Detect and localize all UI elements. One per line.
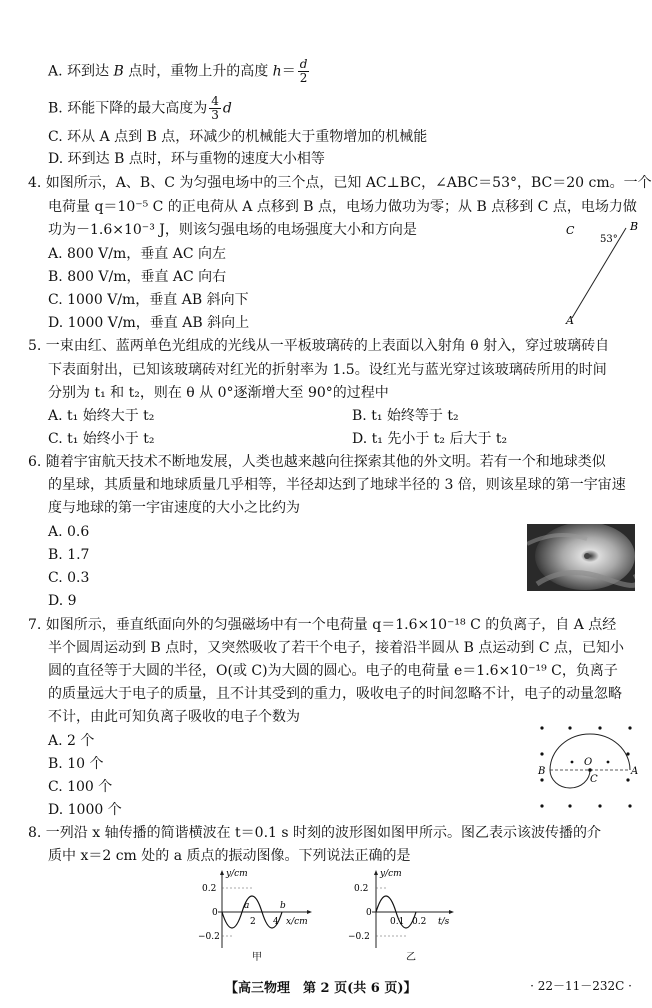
jia-origin: 0 (212, 908, 218, 918)
q3-a-text-1: A. 环到达 (48, 63, 114, 80)
q3-a-den: 2 (299, 71, 308, 85)
q4-stem-2: 电荷量 q＝10⁻⁵ C 的正电荷从 A 点移到 B 点，电场力做功为零；从 B 点移到 C 点，电场力做 (48, 199, 637, 215)
jia-x-label: x/cm (286, 917, 308, 927)
q4-label-b: B (630, 220, 639, 233)
q3-b-text: B. 环能下降的最大高度为 (48, 100, 208, 117)
q7-option-c: C. 100 个 (48, 779, 113, 795)
q3-b-fraction (209, 95, 221, 122)
yi-tick-01: 0.1 (390, 917, 405, 927)
q7-stem-3: 圆的直径等于大圆的半径，O(或 C)为大圆的圆心。电子的电荷量 e＝1.6×10⁻¹⁹ C，负离子 (48, 663, 618, 679)
q3-b-den: 3 (211, 108, 219, 122)
jia-top-tick: 0.2 (202, 884, 217, 894)
q5-option-b: B. t₁ 始终等于 t₂ (352, 408, 459, 424)
q3-a-fraction (298, 58, 310, 85)
q4-stem-1: 4. 如图所示，A、B、C 为匀强电场中的三个点，已知 AC⊥BC，∠ABC＝53°，BC＝20 cm。一个 (28, 175, 652, 191)
yi-bottom-tick: −0.2 (348, 932, 370, 942)
q3-option-d: D. 环到达 B 点时，环与重物的速度大小相等 (48, 151, 325, 167)
q7-option-d: D. 1000 个 (48, 802, 122, 818)
q4-label-angle: 53° (600, 234, 618, 245)
jia-bottom-tick: −0.2 (198, 932, 220, 942)
q5-option-a: A. t₁ 始终大于 t₂ (48, 408, 155, 424)
q7-magnetic-field-figure (532, 722, 640, 812)
q6-stem-3: 度与地球的第一宇宙速度的大小之比约为 (48, 500, 300, 516)
q8-vibration-graph-yi (340, 866, 456, 964)
footer-page-info: 【高三物理 第 2 页(共 6 页)】 (225, 981, 417, 996)
q8-stem-2: 质中 x＝2 cm 处的 a 质点的振动图像。下列说法正确的是 (48, 848, 411, 864)
q4-stem-3: 功为－1.6×10⁻³ J，则该匀强电场的电场强度大小和方向是 (48, 222, 417, 238)
q3-option-b (48, 95, 232, 122)
q3-option-a (48, 58, 311, 85)
q4-option-c: C. 1000 V/m，垂直 AB 斜向下 (48, 292, 249, 308)
q5-option-c: C. t₁ 始终小于 t₂ (48, 431, 155, 447)
q3-a-num: d (299, 57, 308, 71)
jia-y-label: y/cm (226, 869, 248, 879)
yi-caption: 乙 (406, 952, 416, 963)
q8-stem-1: 8. 一列沿 x 轴传播的简谐横波在 t＝0.1 s 时刻的波形图如图甲所示。图乙表示该波传播的介 (28, 825, 602, 841)
jia-caption: 甲 (252, 952, 262, 963)
q7-option-b: B. 10 个 (48, 756, 104, 772)
q3-a-point: B (113, 63, 124, 80)
yi-top-tick: 0.2 (354, 884, 369, 894)
q6-option-a: A. 0.6 (48, 524, 90, 540)
q5-stem-1: 5. 一束由红、蓝两单色光组成的光线从一平板玻璃砖的上表面以入射角 θ 射入，穿过玻璃砖自 (28, 338, 610, 354)
page-footer (0, 975, 652, 999)
q7-stem-5: 不计，由此可知负离子吸收的电子个数为 (48, 709, 300, 725)
q3-option-c: C. 环从 A 点到 B 点，环减少的机械能大于重物增加的机械能 (48, 129, 428, 145)
jia-point-b: b (280, 901, 286, 911)
q4-option-a: A. 800 V/m，垂直 AC 向左 (48, 246, 227, 262)
yi-y-label: y/cm (380, 869, 402, 879)
q7-option-a: A. 2 个 (48, 733, 95, 749)
q7-stem-2: 半个圆周运动到 B 点时，又突然吸收了若干个电子，接着沿半圆从 B 点运动到 C 点，已知小 (48, 640, 624, 656)
q6-stem-2: 的星球，其质量和地球质量几乎相等，半径却达到了地球半径的 3 倍，则该星球的第一宇宙速 (48, 477, 626, 493)
q7-label-a: A (631, 766, 639, 777)
small-semicircle (550, 770, 590, 788)
q7-label-o: O (584, 757, 593, 768)
q7-stem-1: 7. 如图所示，垂直纸面向外的匀强磁场中有一个电荷量 q＝1.6×10⁻¹⁸ C 的负离子，自 A 点经 (28, 617, 617, 633)
q4-label-a: A (566, 314, 574, 327)
q5-stem-3: 分别为 t₁ 和 t₂，则在 θ 从 0°逐渐增大至 90°的过程中 (48, 385, 389, 401)
jia-tick-2: 2 (250, 917, 256, 927)
storm-satellite-image (527, 524, 635, 591)
q6-stem-1: 6. 随着宇宙航天技术不断地发展，人类也越来越向往探索其他的外文明。若有一个和地球类似 (28, 454, 606, 470)
q3-a-h: h (272, 63, 282, 80)
q6-option-b: B. 1.7 (48, 547, 90, 563)
q7-label-c: C (590, 774, 598, 785)
q3-b-num: 4 (211, 94, 219, 108)
jia-point-a: a (244, 901, 250, 911)
q4-line-ab (572, 228, 626, 318)
yi-origin: 0 (366, 908, 372, 918)
yi-t-label: t/s (438, 917, 450, 927)
yi-tick-02: 0.2 (412, 917, 427, 927)
q5-stem-2: 下表面射出，已知该玻璃砖对红光的折射率为 1.5。设红光与蓝光穿过该玻璃砖所用的时间 (48, 362, 607, 378)
q4-label-c: C (566, 224, 575, 237)
q6-option-c: C. 0.3 (48, 570, 90, 586)
q6-option-d: D. 9 (48, 593, 77, 609)
q4-option-b: B. 800 V/m，垂直 AC 向右 (48, 269, 227, 285)
q3-a-text-2: 点时，重物上升的高度 (123, 63, 273, 80)
q3-b-d: d (222, 100, 232, 117)
q7-label-b: B (538, 766, 546, 777)
jia-tick-4: 4 (273, 917, 279, 927)
footer-code: · 22－11－232C · (530, 979, 632, 993)
q8-wave-graph-jia (198, 866, 314, 964)
q5-option-d: D. t₁ 先小于 t₂ 后大于 t₂ (352, 431, 508, 447)
q3-a-eq: ＝ (281, 63, 296, 80)
q7-stem-4: 的质量远大于电子的质量，且不计其受到的重力，吸收电子的时间忽略不计，电子的动量忽略 (48, 686, 622, 702)
q4-option-d: D. 1000 V/m，垂直 AB 斜向上 (48, 315, 250, 331)
q4-figure (560, 220, 640, 330)
